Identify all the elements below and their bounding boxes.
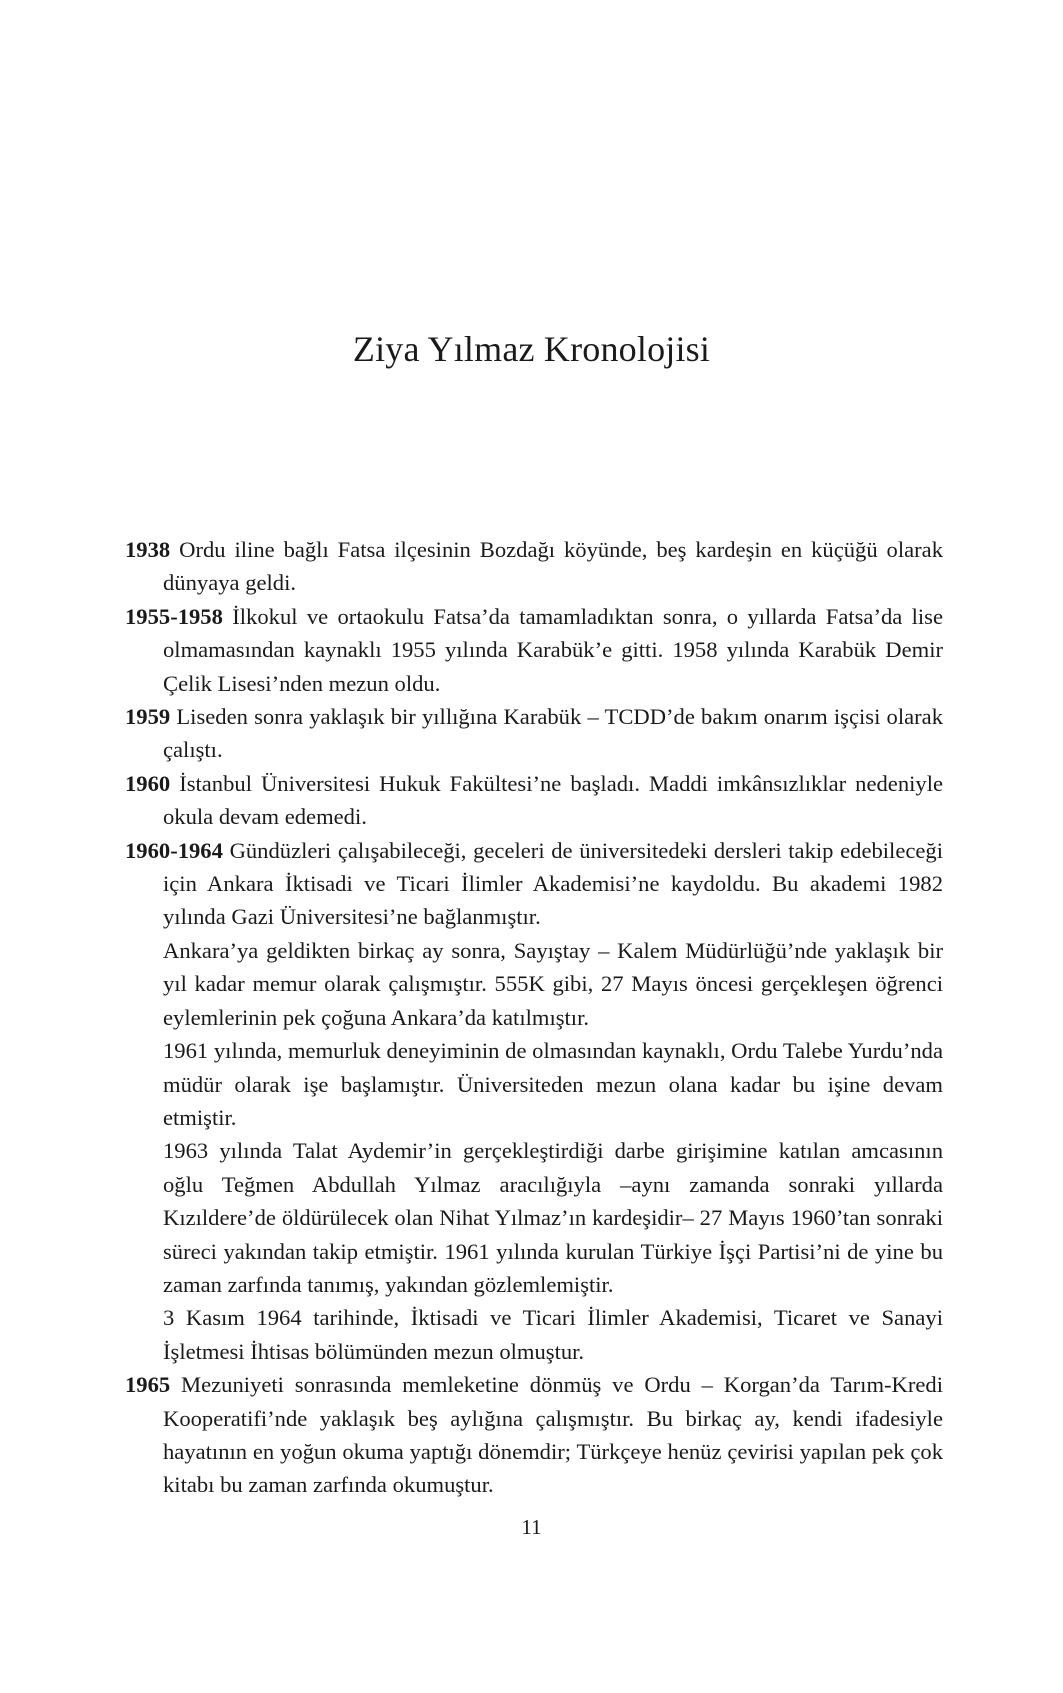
entry-text: İstanbul Üniversitesi Hukuk Fakültesi’ne başladı. Maddi imkânsızlıklar nedeniyle okula devam edemedi. [163,770,943,830]
page-number: 11 [521,1515,542,1539]
entry-paragraph [125,834,943,934]
chronology-entry-1959 [125,700,943,767]
chronology-entry-1960 [125,767,943,834]
chronology-entry-1938 [125,533,943,600]
entry-text: İlkokul ve ortaokulu Fatsa’da tamamladıktan sonra, o yıllarda Fatsa’da lise olmamasından kaynaklı 1955 yılında Karabük’e gitti. 1958 yılında Karabük Demir Çelik Lisesi’nden mezun oldu. [163,603,944,696]
entry-continuation-paragraph: 1961 yılında, memurluk deneyiminin de olmasından kaynaklı, Ordu Talebe Yurdu’nda müdür olarak işe başlamıştır. Üniversiteden mezun olana kadar bu işine devam etmiştir. [163,1038,943,1130]
entry-paragraph [125,1368,943,1502]
entry-paragraph [125,533,943,600]
chronology-entry-1955-1958 [125,600,943,700]
entry-text: Mezuniyeti sonrasında memleketine dönmüş ve Ordu – Korgan’da Tarım-Kredi Kooperatifi’nde yaklaşık beş aylığına çalışmıştır. Bu birkaç ay, kendi ifadesiyle hayatının en yoğun okuma yaptığı dönemdir; Türkçeye henüz çevirisi yapılan pek çok kitabı bu zaman zarfında okumuştur. [163,1372,943,1498]
entry-text: Ordu iline bağlı Fatsa ilçesinin Bozdağı köyünde, beş kardeşin en küçüğü olarak dünyaya geldi. [163,537,944,596]
page-title: Ziya Yılmaz Kronolojisi [352,329,711,369]
entry-paragraph [125,700,943,767]
entry-continuation-paragraph: 1963 yılında Talat Aydemir’in gerçekleştirdiği darbe girişimine katılan amcasının oğlu Teğmen Abdullah Yılmaz aracılığıyla –aynı zamanda sonraki yıllarda Kızıldere’de öldürülecek olan Nihat Yılmaz’ın kardeşidir– 27 Mayıs 1960’tan sonraki süreci yakından takip etmiştir. 1961 yılında kurulan Türkiye İşçi Partisi’ni de yine bu zaman zarfında tanımış, yakından gözlemlemiştir. [163,1138,943,1297]
entry-continuation-paragraph: 3 Kasım 1964 tarihinde, İktisadi ve Ticari İlimler Akademisi, Ticaret ve Sanayi İşletmesi İhtisas bölümünden mezun olmuştur. [163,1305,943,1364]
entry-paragraph [125,600,943,700]
entry-text: Liseden sonra yaklaşık bir yıllığına Karabük – TCDD’de bakım onarım işçisi olarak çalıştı. [163,704,943,763]
entry-year: 1955-1958 [125,603,223,629]
entry-year: 1960-1964 [125,837,223,863]
entry-year: 1938 [125,537,171,562]
chronology-entry-1960-1964 [125,834,943,1369]
entry-year: 1965 [125,1372,171,1398]
chronology-list [125,533,943,1502]
entry-year: 1959 [125,704,171,730]
chronology-entry-1965 [125,1368,943,1502]
entry-year: 1960 [125,770,171,796]
entry-continuation-paragraph: Ankara’ya geldikten birkaç ay sonra, Sayıştay – Kalem Müdürlüğü’nde yaklaşık bir yıl kadar memur olarak çalışmıştır. 555K gibi, 27 Mayıs öncesi gerçekleşen öğrenci eylemlerinin pek çoğuna Ankara’da katılmıştır. [163,937,943,1030]
entry-paragraph [125,767,943,834]
entry-text: Gündüzleri çalışabileceği, geceleri de üniversitedeki dersleri takip edebileceği için Ankara İktisadi ve Ticari İlimler Akademisi’ne kaydoldu. Bu akademi 1982 yılında Gazi Üniversitesi’ne bağlanmıştır. [163,837,943,930]
